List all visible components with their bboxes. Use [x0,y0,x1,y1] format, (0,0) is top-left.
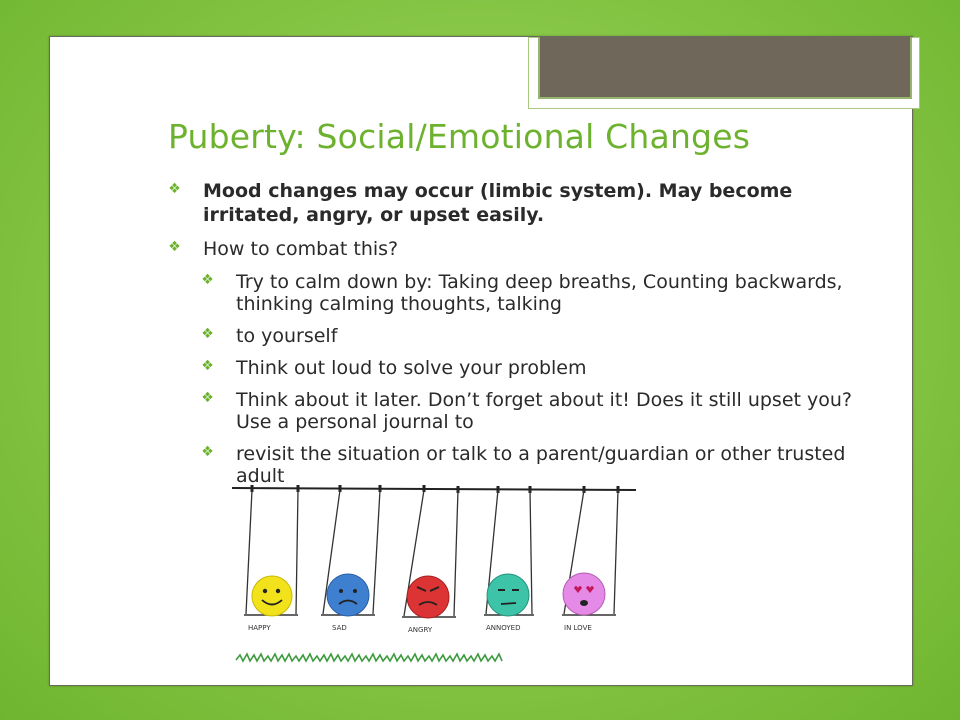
swing-sad [321,490,380,632]
swing-label: IN LOVE [564,624,592,632]
swing-label: ANGRY [408,626,433,634]
bullet-list [168,179,868,487]
slide-title: Puberty: Social/Emotional Changes [168,117,751,156]
bullet-text: to yourself [236,325,338,347]
swing-label: ANNOYED [486,624,521,632]
mood-swings-illustration [228,478,638,668]
swing-in-love [562,490,618,632]
bullet-text: Think out loud to solve your problem [236,357,587,379]
diamond-bullet-icon: ❖ [201,358,214,374]
swing-annoyed [484,490,534,632]
sub-bullet-think-out-loud [168,357,868,379]
sub-bullet-think-later [168,389,868,433]
diamond-bullet-icon: ❖ [168,239,181,255]
sad-face-icon [327,574,369,616]
diamond-bullet-icon: ❖ [201,326,214,342]
sub-bullet-calm-down [168,271,868,315]
diamond-bullet-icon: ❖ [168,181,181,197]
diamond-bullet-icon: ❖ [201,272,214,288]
decorative-tab-fill [538,37,912,99]
bullet-text: revisit the situation or talk to a parent/guardian or other trusted adult [236,443,846,487]
bullet-text: Try to calm down by: Taking deep breaths, Counting backwards, thinking calming thoughts, talking [236,271,843,315]
grass [236,654,502,661]
bullet-mood-changes [168,179,868,227]
bullet-text: How to combat this? [203,238,399,260]
swing-happy [244,490,298,632]
diamond-bullet-icon: ❖ [201,444,214,460]
happy-face-icon [252,576,292,616]
swing-label: SAD [332,624,347,632]
bullet-text: Think about it later. Don’t forget about it! Does it still upset you? Use a personal journal to [236,389,852,433]
angry-face-icon [407,576,449,618]
love-face-icon [563,573,605,615]
diamond-bullet-icon: ❖ [201,390,214,406]
annoyed-face-icon [487,574,529,616]
sub-bullet-to-yourself [168,325,868,347]
swing-label: HAPPY [248,624,271,632]
swing-angry [402,490,458,634]
bullet-text: Mood changes may occur (limbic system). May become irritated, angry, or upset easily. [203,180,793,226]
decorative-tab [528,37,920,109]
bullet-combat [168,237,868,261]
swing-top-bar [232,488,636,490]
